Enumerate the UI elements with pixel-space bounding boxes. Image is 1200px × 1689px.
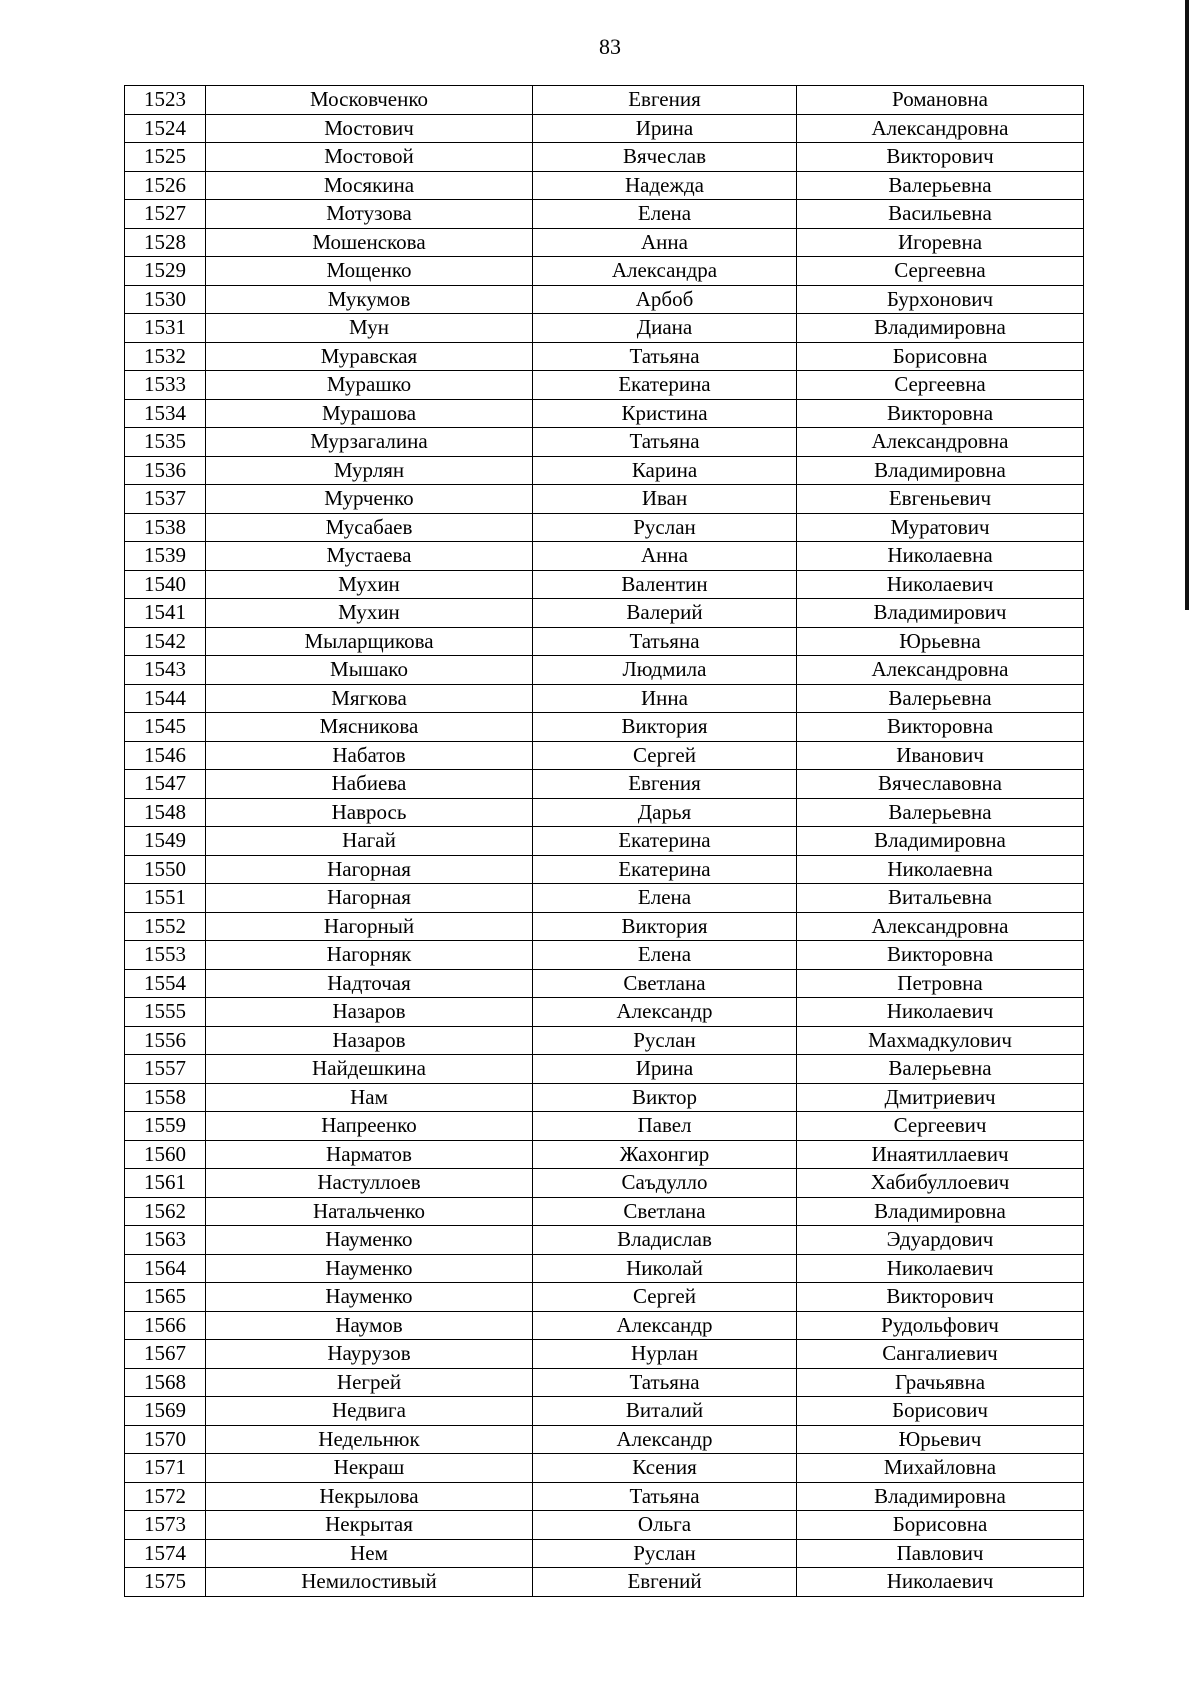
patronymic-cell: Николаевич: [797, 570, 1084, 599]
patronymic-cell: Бурхонович: [797, 285, 1084, 314]
first-name-cell: Виктория: [533, 713, 797, 742]
row-number-cell: 1568: [125, 1368, 206, 1397]
table-row: [125, 1083, 1084, 1112]
table-row: [125, 428, 1084, 457]
row-number-cell: 1565: [125, 1283, 206, 1312]
row-number-cell: 1555: [125, 998, 206, 1027]
patronymic-cell: Александровна: [797, 912, 1084, 941]
table-row: [125, 1055, 1084, 1084]
last-name-cell: Назаров: [206, 1026, 533, 1055]
row-number-cell: 1535: [125, 428, 206, 457]
last-name-cell: Нагорный: [206, 912, 533, 941]
row-number-cell: 1545: [125, 713, 206, 742]
page-number: 83: [599, 34, 621, 59]
table-row: [125, 485, 1084, 514]
last-name-cell: Мухин: [206, 570, 533, 599]
patronymic-cell: Рудольфович: [797, 1311, 1084, 1340]
patronymic-cell: Николаевна: [797, 542, 1084, 571]
first-name-cell: Ксения: [533, 1454, 797, 1483]
first-name-cell: Александр: [533, 998, 797, 1027]
last-name-cell: Нем: [206, 1539, 533, 1568]
last-name-cell: Настуллоев: [206, 1169, 533, 1198]
last-name-cell: Мукумов: [206, 285, 533, 314]
first-name-cell: Владислав: [533, 1226, 797, 1255]
last-name-cell: Науменко: [206, 1254, 533, 1283]
table-row: [125, 1169, 1084, 1198]
last-name-cell: Мягкова: [206, 684, 533, 713]
patronymic-cell: Викторовна: [797, 713, 1084, 742]
first-name-cell: Татьяна: [533, 1482, 797, 1511]
table-row: [125, 200, 1084, 229]
row-number-cell: 1569: [125, 1397, 206, 1426]
last-name-cell: Мухин: [206, 599, 533, 628]
patronymic-cell: Юрьевич: [797, 1425, 1084, 1454]
last-name-cell: Недельнюк: [206, 1425, 533, 1454]
last-name-cell: Мясникова: [206, 713, 533, 742]
table-row: [125, 513, 1084, 542]
first-name-cell: Диана: [533, 314, 797, 343]
last-name-cell: Мурзагалина: [206, 428, 533, 457]
first-name-cell: Елена: [533, 941, 797, 970]
first-name-cell: Ирина: [533, 114, 797, 143]
row-number-cell: 1570: [125, 1425, 206, 1454]
row-number-cell: 1563: [125, 1226, 206, 1255]
row-number-cell: 1552: [125, 912, 206, 941]
table-row: [125, 1568, 1084, 1597]
patronymic-cell: Николаевна: [797, 855, 1084, 884]
patronymic-cell: Васильевна: [797, 200, 1084, 229]
table-row: [125, 1254, 1084, 1283]
first-name-cell: Валерий: [533, 599, 797, 628]
last-name-cell: Наврось: [206, 798, 533, 827]
last-name-cell: Надточая: [206, 969, 533, 998]
first-name-cell: Александра: [533, 257, 797, 286]
table-row: [125, 798, 1084, 827]
row-number-cell: 1544: [125, 684, 206, 713]
patronymic-cell: Сангалиевич: [797, 1340, 1084, 1369]
patronymic-cell: Валерьевна: [797, 798, 1084, 827]
first-name-cell: Светлана: [533, 969, 797, 998]
last-name-cell: Нагорная: [206, 855, 533, 884]
first-name-cell: Иван: [533, 485, 797, 514]
row-number-cell: 1537: [125, 485, 206, 514]
row-number-cell: 1546: [125, 741, 206, 770]
table-row: [125, 1340, 1084, 1369]
last-name-cell: Мышако: [206, 656, 533, 685]
first-name-cell: Дарья: [533, 798, 797, 827]
row-number-cell: 1541: [125, 599, 206, 628]
table-row: [125, 1454, 1084, 1483]
row-number-cell: 1533: [125, 371, 206, 400]
row-number-cell: 1536: [125, 456, 206, 485]
first-name-cell: Николай: [533, 1254, 797, 1283]
patronymic-cell: Александровна: [797, 656, 1084, 685]
first-name-cell: Ирина: [533, 1055, 797, 1084]
patronymic-cell: Сергеевна: [797, 257, 1084, 286]
row-number-cell: 1539: [125, 542, 206, 571]
patronymic-cell: Муратович: [797, 513, 1084, 542]
table-row: [125, 713, 1084, 742]
last-name-cell: Нагай: [206, 827, 533, 856]
first-name-cell: Екатерина: [533, 371, 797, 400]
table-row: [125, 998, 1084, 1027]
table-row: [125, 1311, 1084, 1340]
first-name-cell: Руслан: [533, 1026, 797, 1055]
patronymic-cell: Махмадкулович: [797, 1026, 1084, 1055]
last-name-cell: Нарматов: [206, 1140, 533, 1169]
row-number-cell: 1574: [125, 1539, 206, 1568]
patronymic-cell: Михайловна: [797, 1454, 1084, 1483]
row-number-cell: 1538: [125, 513, 206, 542]
first-name-cell: Нурлан: [533, 1340, 797, 1369]
row-number-cell: 1550: [125, 855, 206, 884]
first-name-cell: Екатерина: [533, 855, 797, 884]
table-row: [125, 1397, 1084, 1426]
first-name-cell: Виталий: [533, 1397, 797, 1426]
last-name-cell: Мотузова: [206, 200, 533, 229]
table-row: [125, 1511, 1084, 1540]
table-row: [125, 285, 1084, 314]
table-row: [125, 627, 1084, 656]
patronymic-cell: Борисовна: [797, 1511, 1084, 1540]
first-name-cell: Валентин: [533, 570, 797, 599]
table-row: [125, 1140, 1084, 1169]
patronymic-cell: Александровна: [797, 114, 1084, 143]
first-name-cell: Елена: [533, 884, 797, 913]
last-name-cell: Мун: [206, 314, 533, 343]
roster-table-container: [124, 85, 1083, 1597]
table-row: [125, 171, 1084, 200]
row-number-cell: 1571: [125, 1454, 206, 1483]
first-name-cell: Александр: [533, 1425, 797, 1454]
last-name-cell: Недвига: [206, 1397, 533, 1426]
patronymic-cell: Владимировна: [797, 1197, 1084, 1226]
patronymic-cell: Евгеньевич: [797, 485, 1084, 514]
table-row: [125, 941, 1084, 970]
patronymic-cell: Хабибуллоевич: [797, 1169, 1084, 1198]
last-name-cell: Напреенко: [206, 1112, 533, 1141]
table-row: [125, 456, 1084, 485]
row-number-cell: 1531: [125, 314, 206, 343]
patronymic-cell: Валерьевна: [797, 171, 1084, 200]
last-name-cell: Мурченко: [206, 485, 533, 514]
patronymic-cell: Николаевич: [797, 1568, 1084, 1597]
last-name-cell: Московченко: [206, 86, 533, 115]
table-row: [125, 599, 1084, 628]
first-name-cell: Карина: [533, 456, 797, 485]
table-row: [125, 1112, 1084, 1141]
table-row: [125, 855, 1084, 884]
patronymic-cell: Романовна: [797, 86, 1084, 115]
table-row: [125, 1283, 1084, 1312]
row-number-cell: 1572: [125, 1482, 206, 1511]
patronymic-cell: Павлович: [797, 1539, 1084, 1568]
last-name-cell: Мурлян: [206, 456, 533, 485]
first-name-cell: Саъдулло: [533, 1169, 797, 1198]
patronymic-cell: Борисович: [797, 1397, 1084, 1426]
table-row: [125, 770, 1084, 799]
row-number-cell: 1523: [125, 86, 206, 115]
last-name-cell: Нам: [206, 1083, 533, 1112]
table-row: [125, 684, 1084, 713]
first-name-cell: Арбоб: [533, 285, 797, 314]
last-name-cell: Наурузов: [206, 1340, 533, 1369]
patronymic-cell: Вячеславовна: [797, 770, 1084, 799]
first-name-cell: Кристина: [533, 399, 797, 428]
last-name-cell: Мостовой: [206, 143, 533, 172]
table-row: [125, 1368, 1084, 1397]
first-name-cell: Татьяна: [533, 627, 797, 656]
last-name-cell: Немилостивый: [206, 1568, 533, 1597]
row-number-cell: 1564: [125, 1254, 206, 1283]
patronymic-cell: Валерьевна: [797, 1055, 1084, 1084]
row-number-cell: 1526: [125, 171, 206, 200]
last-name-cell: Мостович: [206, 114, 533, 143]
first-name-cell: Виктория: [533, 912, 797, 941]
last-name-cell: Мощенко: [206, 257, 533, 286]
first-name-cell: Татьяна: [533, 428, 797, 457]
last-name-cell: Наумов: [206, 1311, 533, 1340]
table-row: [125, 342, 1084, 371]
table-row: [125, 399, 1084, 428]
row-number-cell: 1553: [125, 941, 206, 970]
row-number-cell: 1554: [125, 969, 206, 998]
patronymic-cell: Юрьевна: [797, 627, 1084, 656]
first-name-cell: Людмила: [533, 656, 797, 685]
patronymic-cell: Владимировна: [797, 456, 1084, 485]
first-name-cell: Евгения: [533, 770, 797, 799]
first-name-cell: Сергей: [533, 741, 797, 770]
first-name-cell: Руслан: [533, 513, 797, 542]
table-row: [125, 371, 1084, 400]
patronymic-cell: Эдуардович: [797, 1226, 1084, 1255]
row-number-cell: 1547: [125, 770, 206, 799]
last-name-cell: Натальченко: [206, 1197, 533, 1226]
first-name-cell: Жахонгир: [533, 1140, 797, 1169]
row-number-cell: 1534: [125, 399, 206, 428]
patronymic-cell: Иванович: [797, 741, 1084, 770]
table-row: [125, 969, 1084, 998]
patronymic-cell: Валерьевна: [797, 684, 1084, 713]
row-number-cell: 1559: [125, 1112, 206, 1141]
table-row: [125, 827, 1084, 856]
last-name-cell: Нагорняк: [206, 941, 533, 970]
row-number-cell: 1560: [125, 1140, 206, 1169]
scan-edge-line: [1185, 0, 1189, 610]
table-row: [125, 542, 1084, 571]
last-name-cell: Мурашова: [206, 399, 533, 428]
row-number-cell: 1542: [125, 627, 206, 656]
table-row: [125, 1026, 1084, 1055]
last-name-cell: Мустаева: [206, 542, 533, 571]
row-number-cell: 1551: [125, 884, 206, 913]
row-number-cell: 1573: [125, 1511, 206, 1540]
table-row: [125, 656, 1084, 685]
first-name-cell: Инна: [533, 684, 797, 713]
first-name-cell: Сергей: [533, 1283, 797, 1312]
first-name-cell: Ольга: [533, 1511, 797, 1540]
row-number-cell: 1548: [125, 798, 206, 827]
last-name-cell: Назаров: [206, 998, 533, 1027]
row-number-cell: 1529: [125, 257, 206, 286]
first-name-cell: Вячеслав: [533, 143, 797, 172]
last-name-cell: Некрытая: [206, 1511, 533, 1540]
patronymic-cell: Александровна: [797, 428, 1084, 457]
patronymic-cell: Владимировна: [797, 314, 1084, 343]
first-name-cell: Светлана: [533, 1197, 797, 1226]
row-number-cell: 1558: [125, 1083, 206, 1112]
patronymic-cell: Викторович: [797, 1283, 1084, 1312]
first-name-cell: Анна: [533, 228, 797, 257]
patronymic-cell: Сергеевич: [797, 1112, 1084, 1141]
row-number-cell: 1527: [125, 200, 206, 229]
table-row: [125, 314, 1084, 343]
table-row: [125, 228, 1084, 257]
last-name-cell: Найдешкина: [206, 1055, 533, 1084]
patronymic-cell: Игоревна: [797, 228, 1084, 257]
patronymic-cell: Владимировна: [797, 1482, 1084, 1511]
first-name-cell: Татьяна: [533, 1368, 797, 1397]
row-number-cell: 1556: [125, 1026, 206, 1055]
last-name-cell: Мурашко: [206, 371, 533, 400]
first-name-cell: Евгения: [533, 86, 797, 115]
last-name-cell: Мошенскова: [206, 228, 533, 257]
first-name-cell: Татьяна: [533, 342, 797, 371]
row-number-cell: 1575: [125, 1568, 206, 1597]
row-number-cell: 1524: [125, 114, 206, 143]
patronymic-cell: Викторовна: [797, 941, 1084, 970]
patronymic-cell: Викторовна: [797, 399, 1084, 428]
roster-table-body: [125, 86, 1084, 1597]
last-name-cell: Негрей: [206, 1368, 533, 1397]
last-name-cell: Некрылова: [206, 1482, 533, 1511]
table-row: [125, 257, 1084, 286]
table-row: [125, 1226, 1084, 1255]
roster-table: [124, 85, 1084, 1597]
patronymic-cell: Николаевич: [797, 998, 1084, 1027]
table-row: [125, 1539, 1084, 1568]
patronymic-cell: Николаевич: [797, 1254, 1084, 1283]
row-number-cell: 1543: [125, 656, 206, 685]
last-name-cell: Набиева: [206, 770, 533, 799]
row-number-cell: 1528: [125, 228, 206, 257]
first-name-cell: Павел: [533, 1112, 797, 1141]
last-name-cell: Некраш: [206, 1454, 533, 1483]
first-name-cell: Надежда: [533, 171, 797, 200]
row-number-cell: 1562: [125, 1197, 206, 1226]
row-number-cell: 1540: [125, 570, 206, 599]
last-name-cell: Мыларщикова: [206, 627, 533, 656]
last-name-cell: Науменко: [206, 1283, 533, 1312]
table-row: [125, 570, 1084, 599]
table-row: [125, 86, 1084, 115]
table-row: [125, 114, 1084, 143]
first-name-cell: Александр: [533, 1311, 797, 1340]
patronymic-cell: Петровна: [797, 969, 1084, 998]
patronymic-cell: Инаятиллаевич: [797, 1140, 1084, 1169]
row-number-cell: 1557: [125, 1055, 206, 1084]
row-number-cell: 1532: [125, 342, 206, 371]
row-number-cell: 1561: [125, 1169, 206, 1198]
first-name-cell: Руслан: [533, 1539, 797, 1568]
last-name-cell: Набатов: [206, 741, 533, 770]
row-number-cell: 1567: [125, 1340, 206, 1369]
patronymic-cell: Борисовна: [797, 342, 1084, 371]
first-name-cell: Екатерина: [533, 827, 797, 856]
last-name-cell: Науменко: [206, 1226, 533, 1255]
table-row: [125, 912, 1084, 941]
table-row: [125, 1425, 1084, 1454]
table-row: [125, 884, 1084, 913]
table-row: [125, 143, 1084, 172]
table-row: [125, 1197, 1084, 1226]
last-name-cell: Мусабаев: [206, 513, 533, 542]
patronymic-cell: Грачьявна: [797, 1368, 1084, 1397]
last-name-cell: Мосякина: [206, 171, 533, 200]
table-row: [125, 741, 1084, 770]
last-name-cell: Муравская: [206, 342, 533, 371]
patronymic-cell: Дмитриевич: [797, 1083, 1084, 1112]
row-number-cell: 1549: [125, 827, 206, 856]
first-name-cell: Елена: [533, 200, 797, 229]
last-name-cell: Нагорная: [206, 884, 533, 913]
patronymic-cell: Владимирович: [797, 599, 1084, 628]
row-number-cell: 1566: [125, 1311, 206, 1340]
patronymic-cell: Сергеевна: [797, 371, 1084, 400]
patronymic-cell: Витальевна: [797, 884, 1084, 913]
first-name-cell: Виктор: [533, 1083, 797, 1112]
row-number-cell: 1525: [125, 143, 206, 172]
table-row: [125, 1482, 1084, 1511]
patronymic-cell: Владимировна: [797, 827, 1084, 856]
patronymic-cell: Викторович: [797, 143, 1084, 172]
row-number-cell: 1530: [125, 285, 206, 314]
first-name-cell: Евгений: [533, 1568, 797, 1597]
first-name-cell: Анна: [533, 542, 797, 571]
